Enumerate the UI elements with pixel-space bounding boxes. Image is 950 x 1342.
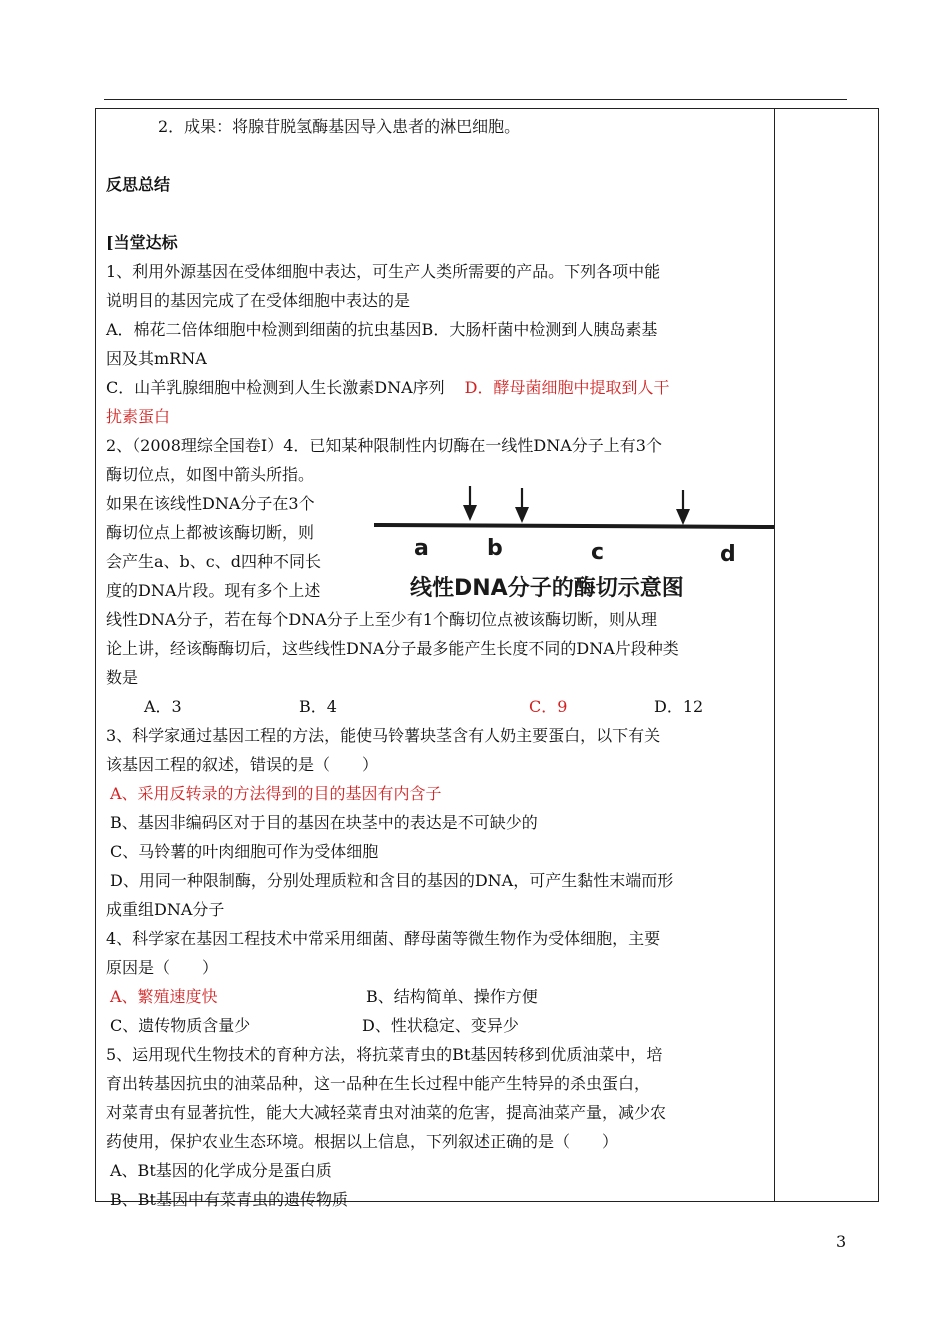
result-line: 2．成果：将腺苷脱氢酶基因导入患者的淋巴细胞。 — [158, 117, 521, 136]
reflection-heading: 反思总结 — [106, 175, 171, 194]
q1-option-d-line2: 扰素蛋白 — [106, 407, 171, 426]
q1-options-ab-line1: A．棉花二倍体细胞中检测到细菌的抗虫基因B．大肠杆菌中检测到人胰岛素基 — [106, 320, 658, 339]
header-rule — [104, 99, 847, 100]
q2-stem-line4: 论上讲，经该酶酶切后，这些线性DNA分子最多能产生长度不同的DNA片段种类 — [106, 639, 679, 658]
q2-option-a: A．3 — [144, 697, 182, 716]
content-table — [95, 108, 879, 1209]
q2-option-c-answer: C．9 — [529, 697, 568, 716]
q2-stem-line3: 线性DNA分子，若在每个DNA分子上至少有1个酶切位点被该酶切断，则从理 — [106, 610, 657, 629]
q4-options-ab — [106, 982, 768, 1011]
q3-option-d-line2: 成重组DNA分子 — [106, 900, 225, 919]
q3-option-c: C、马铃薯的叶肉细胞可作为受体细胞 — [110, 842, 379, 861]
q2-stem-line1: 2、（2008理综全国卷Ⅰ）4．已知某种限制性内切酶在一线性DNA分子上有3个 — [106, 436, 662, 455]
fragment-label-a: a — [414, 536, 429, 561]
page-number: 3 — [836, 1232, 847, 1251]
q4-option-d: D、性状稳定、变异少 — [362, 1016, 519, 1035]
fragment-label-b: b — [487, 536, 503, 561]
dna-strand-line — [374, 525, 774, 527]
fragment-label-d: d — [720, 542, 736, 567]
q5-stem-line1: 5、运用现代生物技术的育种方法，将抗菜青虫的Bt基因转移到优质油菜中，培 — [106, 1045, 663, 1064]
q1-stem-line2: 说明目的基因完成了在受体细胞中表达的是 — [106, 291, 411, 310]
fragment-label-c: c — [591, 540, 605, 565]
practice-heading: [当堂达标 — [106, 233, 178, 252]
q2-option-d: D．12 — [654, 697, 704, 716]
q2-stem-line2: 酶切位点，如图中箭头所指。 — [106, 465, 315, 484]
q2-wrap-line4: 度的DNA片段。现有多个上述 — [106, 581, 321, 600]
q2-stem-line5: 数是 — [106, 668, 139, 687]
q3-stem-line1: 3、科学家通过基因工程的方法，能使马铃薯块茎含有人奶主要蛋白，以下有关 — [106, 726, 661, 745]
q3-option-a-answer: A、采用反转录的方法得到的目的基因有内含子 — [110, 784, 442, 803]
cut-arrow-1 — [463, 486, 477, 521]
q3-option-b: B、基因非编码区对于目的基因在块茎中的表达是不可缺少的 — [110, 813, 538, 832]
main-cell — [106, 112, 768, 1214]
cut-arrow-2 — [515, 488, 529, 523]
q2-option-b: B．4 — [299, 697, 337, 716]
dna-cut-diagram — [374, 481, 774, 605]
q3-option-d-line1: D、用同一种限制酶，分别处理质粒和含目的基因的DNA，可产生黏性末端而形 — [110, 871, 674, 890]
q2-figure-block — [106, 489, 768, 605]
q4-option-c: C、遗传物质含量少 — [110, 1016, 251, 1035]
q1-stem-line1: 1、利用外源基因在受体细胞中表达，可生产人类所需要的产品。下列各项中能 — [106, 262, 661, 281]
column-divider — [774, 109, 775, 1201]
q4-stem-line1: 4、科学家在基因工程技术中常采用细菌、酵母菌等微生物作为受体细胞，主要 — [106, 929, 661, 948]
q3-stem-line2: 该基因工程的叙述，错误的是（ ） — [106, 755, 379, 774]
q2-wrap-line1: 如果在该线性DNA分子在3个 — [106, 494, 315, 513]
q1-option-c: C．山羊乳腺细胞中检测到人生长激素DNA序列 — [106, 378, 445, 397]
q4-option-b: B、结构简单、操作方便 — [366, 987, 538, 1006]
q4-stem-line2: 原因是（ ） — [106, 958, 219, 977]
q1-options-ab-line2: 因及其mRNA — [106, 349, 207, 368]
q5-stem-line3: 对菜青虫有显著抗性，能大大减轻菜青虫对油菜的危害，提高油菜产量，减少农 — [106, 1103, 667, 1122]
q5-stem-line2: 育出转基因抗虫的油菜品种，这一品种在生长过程中能产生特异的杀虫蛋白， — [106, 1074, 651, 1093]
q2-wrap-line3: 会产生a、b、c、d四种不同长 — [106, 552, 321, 571]
q2-wrap-line2: 酶切位点上都被该酶切断，则 — [106, 523, 315, 542]
q5-stem-line4: 药使用，保护农业生态环境。根据以上信息，下列叙述正确的是（ ） — [106, 1132, 619, 1151]
q1-options-cd-line — [106, 373, 768, 402]
q1-option-d-answer: D．酵母菌细胞中提取到人干 — [464, 378, 670, 397]
diagram-caption: 线性DNA分子的酶切示意图 — [410, 576, 684, 601]
cut-arrow-3 — [676, 490, 690, 525]
q4-option-a-answer: A、繁殖速度快 — [110, 987, 218, 1006]
q5-option-a: A、Bt基因的化学成分是蛋白质 — [110, 1161, 332, 1180]
q5-option-b: B、Bt基因中有菜青虫的遗传物质 — [110, 1190, 348, 1209]
q2-options — [106, 692, 768, 721]
q4-options-cd — [106, 1011, 768, 1040]
